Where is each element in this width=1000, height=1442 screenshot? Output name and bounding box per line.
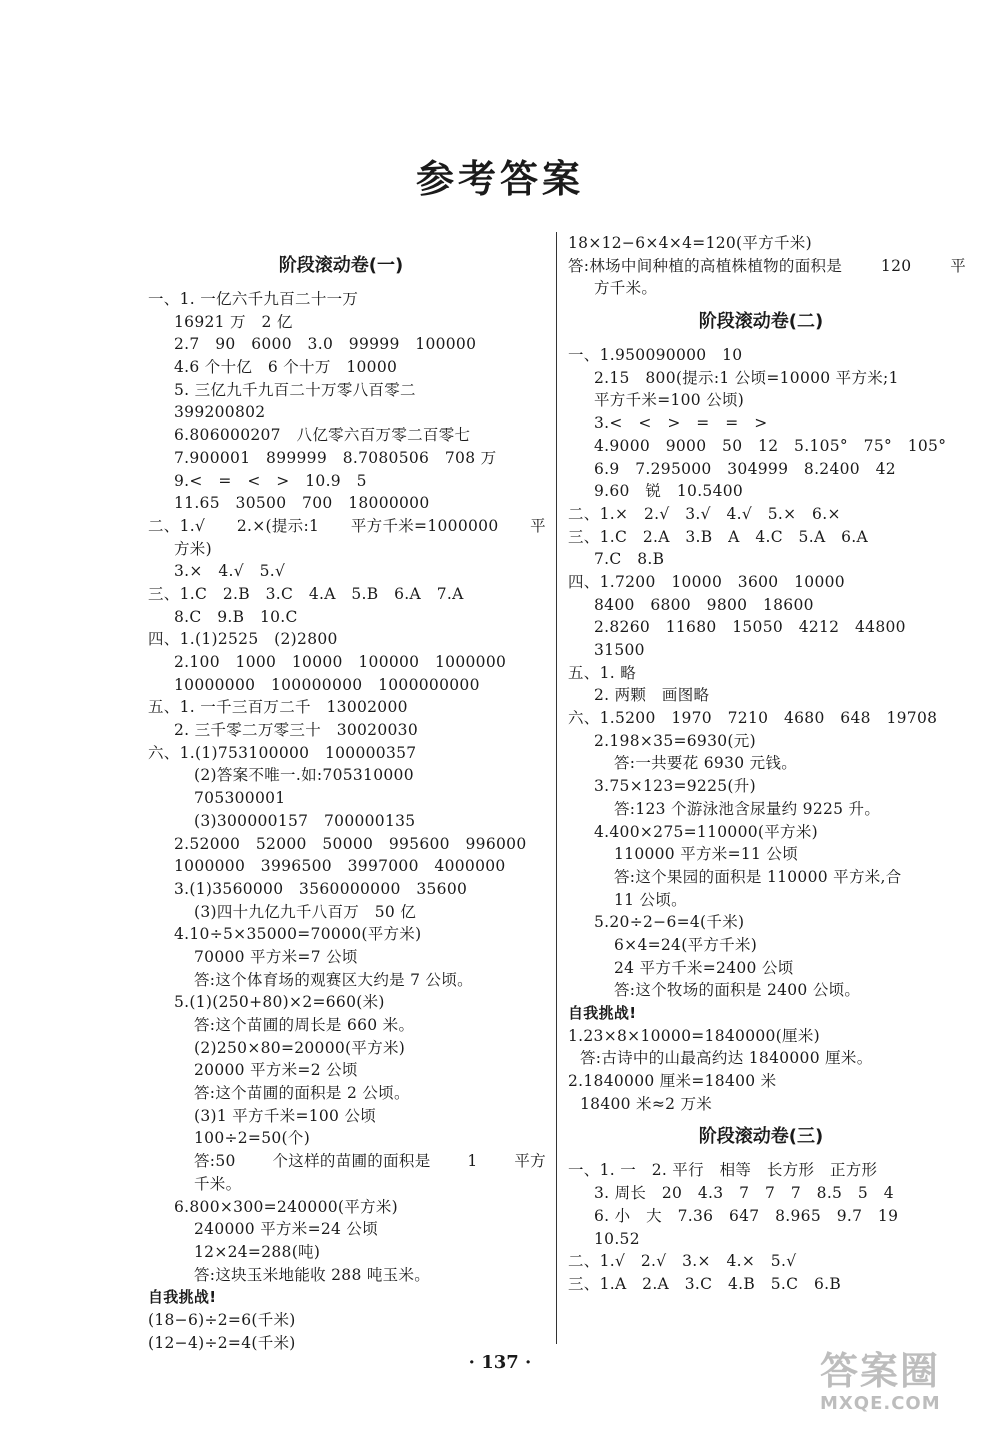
answer-line: 2. 两颗 画图略 (594, 686, 710, 705)
answer-line: 70000 平方米=7 公顷 (194, 947, 358, 966)
answer-segment: 二、1.√ (148, 516, 206, 535)
answer-line: 8400 6800 9800 18600 (594, 595, 814, 614)
answer-line: 5.(1)(250+80)×2=660(米) (174, 993, 385, 1012)
answer-line: (3)四十九亿九千八百万 50 亿 (194, 902, 417, 921)
answer-line: 四、1.(1)2525 (2)2800 (148, 630, 338, 649)
answer-line: 4.6 个十亿 6 个十万 10000 (174, 358, 398, 377)
answer-segment: 1 (467, 1152, 478, 1171)
answer-line: 4.9000 9000 50 12 5.105° 75° 105° (594, 436, 947, 455)
answer-line: 2.100 1000 10000 100000 1000000 (174, 653, 507, 671)
answer-segment: 2.×(提示:1 (236, 516, 320, 535)
answer-line: 一、1.950090000 10 (568, 346, 743, 365)
answer-line: 16921 万 2 亿 (174, 312, 293, 331)
answer-line: 2. 三千零二万零三十 30020030 (174, 721, 418, 740)
answer-line: 2.15 800(提示:1 公顷=10000 平方米;1 (594, 368, 899, 387)
answer-line: 2.52000 52000 50000 995600 996000 (174, 834, 527, 853)
answer-line (148, 515, 548, 538)
answer-line: 20000 平方米=2 公顷 (194, 1061, 358, 1080)
answer-line: 9.60 锐 10.5400 (594, 482, 744, 501)
answer-line: 答:古诗中的山最高约达 1840000 厘米。 (580, 1049, 873, 1068)
section-title: 阶段滚动卷(一) (278, 255, 404, 276)
answer-line: 6.806000207 八亿零六百万零二百零七 (174, 426, 471, 445)
answer-line: 二、1.√ 2.√ 3.× 4.× 5.√ (568, 1252, 797, 1271)
answer-segment: 平 (950, 256, 966, 275)
answer-line: 二、1.× 2.√ 3.√ 4.√ 5.× 6.× (568, 504, 841, 523)
answer-line: (12−4)÷2=4(千米) (148, 1333, 296, 1352)
answer-line: 100÷2=50(个) (194, 1129, 311, 1148)
answer-line (568, 255, 968, 278)
page-number: · 137 · (468, 1352, 532, 1373)
answer-line: 10000000 100000000 1000000000 (174, 675, 480, 694)
answer-line: 6. 小 大 7.36 647 8.965 9.7 19 (594, 1206, 899, 1225)
answer-line: 四、1.7200 10000 3600 10000 (568, 572, 845, 591)
answer-line: 8.C 9.B 10.C (174, 607, 298, 626)
answer-line: 5.20÷2−6=4(千米) (594, 913, 745, 932)
answer-line: 31500 (594, 641, 645, 659)
section-title: 阶段滚动卷(三) (698, 1126, 824, 1148)
answer-line: 1000000 3996500 3997000 4000000 (174, 857, 506, 876)
answer-line: 答:123 个游泳池含尿量约 9225 升。 (614, 799, 881, 818)
answer-line: 六、1.(1)753100000 100000357 (148, 743, 417, 762)
answer-line: 3.× 4.√ 5.√ (174, 562, 286, 581)
answer-line: 2.7 90 6000 3.0 99999 100000 (174, 335, 477, 354)
answer-line: 6.9 7.295000 304999 8.2400 42 (594, 459, 896, 478)
section-title: 阶段滚动卷(二) (698, 311, 824, 333)
answer-line: 六、1.5200 1970 7210 4680 648 19708 (568, 709, 938, 728)
answer-line: 6.800×300=240000(平方米) (174, 1197, 398, 1216)
answer-line: 4.400×275=110000(平方米) (594, 822, 818, 841)
answer-line: 答:这个果园的面积是 110000 平方米,合 (614, 867, 902, 886)
answer-line: 4.10÷5×35000=70000(平方米) (174, 925, 422, 944)
answer-line: 6×4=24(平方千米) (614, 935, 758, 954)
answer-line: 千米。 (194, 1174, 242, 1193)
answer-line: 3.< < > = = > (594, 414, 768, 433)
answer-line: 9.< = < > 10.9 5 (174, 471, 367, 490)
answer-line: 24 平方千米=2400 公顷 (614, 958, 794, 977)
answer-line: 五、1. 一千三百万二千 13002000 (148, 698, 408, 717)
left-column (148, 244, 548, 1354)
answer-line: 2.198×35=6930(元) (594, 731, 756, 750)
answer-line: 答:这块玉米地能收 288 吨玉米。 (194, 1265, 431, 1284)
answer-line: 2.1840000 厘米=18400 米 (568, 1072, 777, 1091)
answer-segment: 答:50 (194, 1152, 236, 1171)
answer-line (148, 1150, 548, 1173)
answer-line: (18−6)÷2=6(千米) (148, 1310, 296, 1329)
answer-line: 平方千米=100 公顷) (594, 391, 745, 410)
answer-line: 399200802 (174, 403, 266, 422)
answer-line: (3)300000157 700000135 (194, 811, 416, 830)
answer-line: 11 公顷。 (614, 890, 687, 909)
answer-line: 方千米。 (594, 279, 658, 298)
answer-segment: 个这样的苗圃的面积是 (272, 1152, 431, 1171)
answer-line: 18×12−6×4×4=120(平方千米) (568, 234, 812, 252)
answer-line: 2.8260 11680 15050 4212 44800 (594, 618, 906, 637)
answer-line: 五、1. 略 (568, 663, 637, 682)
answer-segment: 平方千米=1000000 (350, 516, 499, 535)
answer-line: 三、1.C 2.B 3.C 4.A 5.B 6.A 7.A (148, 584, 464, 603)
answer-line: 12×24=288(吨) (194, 1242, 321, 1261)
answer-line: 一、1. 一亿六千九百二十一万 (148, 290, 359, 308)
answer-line: 240000 平方米=24 公顷 (194, 1220, 379, 1239)
watermark-text: 答案圈 (820, 1349, 941, 1393)
answer-line: 1.23×8×10000=1840000(厘米) (568, 1026, 820, 1045)
column-divider (556, 232, 557, 1344)
answer-line: 答:这个苗圃的面积是 2 公顷。 (194, 1084, 410, 1103)
page-title: 参考答案 (415, 157, 584, 201)
answer-line: (3)1 平方千米=100 公顷 (194, 1106, 377, 1125)
challenge-heading: 自我挑战! (148, 1288, 217, 1307)
answer-line: 3.(1)3560000 3560000000 35600 (174, 879, 468, 898)
answer-line: 5. 三亿九千九百二十万零八百零二 (174, 380, 416, 399)
answer-line: 7.C 8.B (594, 550, 665, 569)
answer-line: (2)250×80=20000(平方米) (194, 1038, 406, 1057)
answer-line: 答:一共要花 6930 元钱。 (614, 754, 798, 773)
answer-line: 一、1. 一 2. 平行 相等 长方形 正方形 (568, 1161, 878, 1180)
answer-line: 7.900001 899999 8.7080506 708 万 (174, 448, 497, 467)
watermark-url: MXQE.COM (820, 1393, 941, 1414)
answer-line: (2)答案不唯一.如:705310000 (194, 766, 414, 785)
answer-segment: 答:林场中间种植的高植株植物的面积是 (568, 256, 843, 275)
answer-line: 方米) (174, 539, 212, 558)
answer-segment: 平 (530, 516, 546, 535)
answer-line: 10.52 (594, 1229, 640, 1248)
answer-line: 答:这个牧场的面积是 2400 公顷。 (614, 981, 861, 1000)
answer-segment: 平方 (514, 1152, 546, 1171)
challenge-heading: 自我挑战! (568, 1004, 637, 1022)
answer-line: 705300001 (194, 789, 286, 808)
right-column (568, 232, 968, 1296)
answer-line: 答:这个体育场的观赛区大约是 7 公顷。 (194, 970, 473, 989)
answer-line: 11.65 30500 700 18000000 (174, 494, 430, 513)
answer-line: 3. 周长 20 4.3 7 7 7 8.5 5 4 (594, 1184, 894, 1203)
watermark-logo (820, 1350, 990, 1430)
answer-line: 答:这个苗圃的周长是 660 米。 (194, 1016, 415, 1034)
answer-line: 110000 平方米=11 公顷 (614, 845, 799, 864)
answer-segment: 120 (880, 256, 912, 275)
answer-line: 三、1.C 2.A 3.B A 4.C 5.A 6.A (568, 527, 869, 546)
answer-line: 三、1.A 2.A 3.C 4.B 5.C 6.B (568, 1274, 842, 1293)
answer-line: 18400 米≈2 万米 (580, 1094, 713, 1113)
answer-line: 3.75×123=9225(升) (594, 777, 756, 796)
